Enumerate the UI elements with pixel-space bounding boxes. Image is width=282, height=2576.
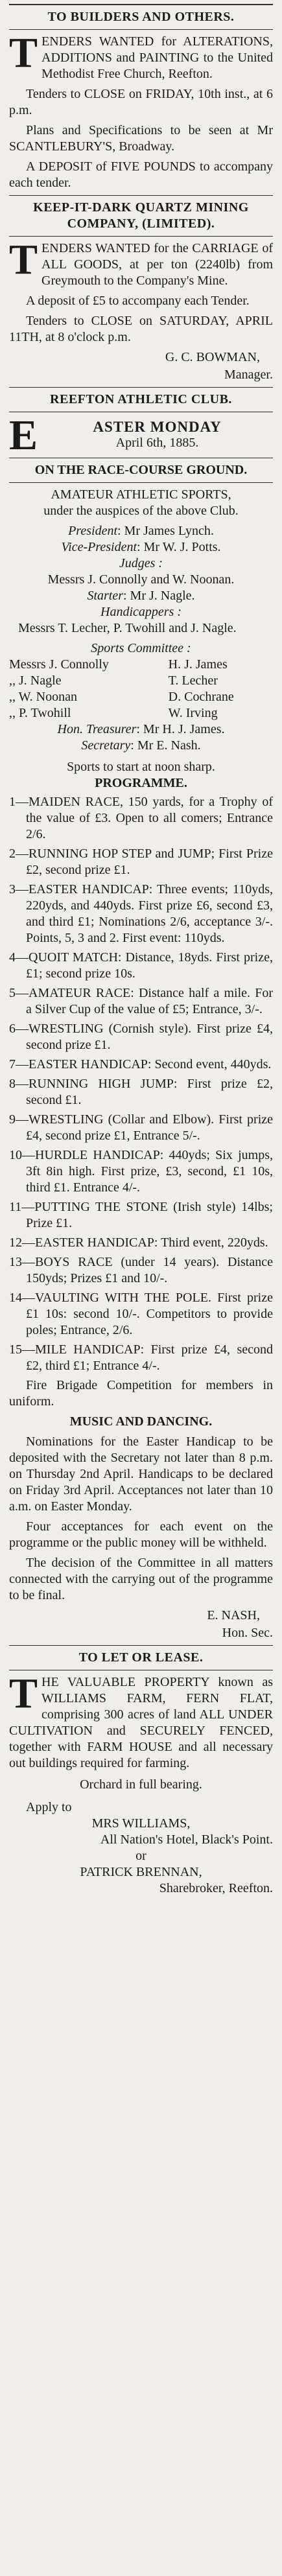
ad2-signatory: G. C. BOWMAN, <box>165 350 260 364</box>
ad2-role: Manager. <box>224 368 273 382</box>
top-rule <box>9 4 273 5</box>
ad3-title: AMATEUR ATHLETIC SPORTS, <box>51 487 231 502</box>
ad3-heading: REEFTON ATHLETIC CLUB. <box>50 392 232 406</box>
ad3-president: President: Mr James Lynch. <box>68 524 214 538</box>
ad3-auspices: under the auspices of the above Club. <box>43 504 239 518</box>
event-item: 2—RUNNING HOP STEP and JUMP; First Prize £2, second prize £1. <box>9 847 273 877</box>
ad3-venue: ON THE RACE-COURSE GROUND. <box>34 463 248 477</box>
ad3-secretary: Secretary: Mr E. Nash. <box>81 738 201 753</box>
ad3-date-line1: ASTER MONDAY <box>93 419 222 435</box>
committee-table <box>9 657 273 721</box>
committee-row: ,, W. Noonan D. Cochrane <box>9 690 234 704</box>
ad3-role: Hon. Sec. <box>222 1626 273 1640</box>
event-item: 9—WRESTLING (Collar and Elbow). First prize £4, second prize £1, Entrance 5/-. <box>9 1112 273 1143</box>
ad3-date <box>9 416 273 454</box>
ad3-handicappers-label: Handicappers : <box>100 605 182 619</box>
ad1-plans: Plans and Specifications to be seen at Mr SCANTLEBURY'S, Broadway. <box>9 123 273 154</box>
ad2-body: TENDERS WANTED for the CARRIAGE of ALL GOODS, at per ton (2240lb) from Greymouth to the Company's Mine. <box>9 236 273 288</box>
drop-cap: E <box>9 416 38 454</box>
committee-row: ,, P. Twohill W. Irving <box>9 706 218 720</box>
ad3-notice3: The decision of the Committee in all matters connected with the carrying out of the programme to be final. <box>9 1556 273 1602</box>
ad2-heading: KEEP-IT-DARK QUARTZ MINING COMPANY, (LIMITED). <box>33 200 249 231</box>
ad4-contact2: PATRICK BRENNAN, <box>80 1865 202 1879</box>
event-item: 7—EASTER HANDICAP: Second event, 440yds. <box>9 1057 272 1071</box>
event-item: 1—MAIDEN RACE, 150 yards, for a Trophy of the value of £3. Open to all comers; Entrance 2/6. <box>9 795 273 841</box>
ad3-date-line2: April 6th, 1885. <box>115 436 199 450</box>
divider <box>9 236 273 237</box>
event-item: 5—AMATEUR RACE: Distance half a mile. For a Silver Cup of the value of £5; Entrance, 3/-. <box>9 986 273 1016</box>
event-item: 4—QUOIT MATCH: Distance, 18yds. First prize, £1; second prize 10s. <box>9 950 273 981</box>
divider <box>9 29 273 30</box>
event-item: 6—WRESTLING (Cornish style). First prize £4, second prize £1. <box>9 1022 273 1052</box>
ad3-fire-brigade: Fire Brigade Competition for members in uniform. <box>9 1378 273 1409</box>
ad3-judges-label: Judges : <box>119 556 163 570</box>
ad4-apply: Apply to <box>26 1800 72 1814</box>
ad3-handicappers: Messrs T. Lecher, P. Twohill and J. Nagle. <box>18 621 237 635</box>
ad4-heading: TO LET OR LEASE. <box>78 1650 204 1665</box>
drop-cap: T <box>9 1670 38 1717</box>
ad1-body: TENDERS WANTED for ALTERATIONS, ADDITIONS and PAINTING to the United Methodist Free Church, Reefton. <box>9 29 273 81</box>
ad1-close: Tenders to CLOSE on FRIDAY, 10th inst., at 6 p.m. <box>9 87 273 117</box>
ad4-contact1-address: All Nation's Hotel, Black's Point. <box>100 1832 273 1847</box>
committee-row: ,, J. Nagle T. Lecher <box>9 673 218 688</box>
ad4-or: or <box>135 1849 147 1863</box>
ad1-heading: TO BUILDERS AND OTHERS. <box>47 10 235 24</box>
event-item: 15—MILE HANDICAP: First prize £4, second £2, third £1; Entrance 4/-. <box>9 1342 273 1373</box>
event-item: 12—EASTER HANDICAP: Third event, 220yds. <box>9 1235 268 1250</box>
ad3-starter: Starter: Mr J. Nagle. <box>87 589 195 603</box>
ad3-notice2: Four acceptances for each event on the programme or the public money will be withheld. <box>9 1519 273 1550</box>
divider <box>9 195 273 196</box>
ad3-notice1: Nominations for the Easter Handicap to be deposited with the Secretary not later than 8 p.m. on Thursday 2nd April. Handicaps to be declared on Friday 3rd April. Acceptances not later than 10 a.m. on Easter Monday. <box>9 1434 273 1514</box>
event-item: 14—VAULTING WITH THE POLE. First prize £1 10s: second 10/-. Competitors to provide poles; Entrance, 2/6. <box>9 1291 273 1337</box>
ad4-contact1: MRS WILLIAMS, <box>91 1816 191 1831</box>
ad3-committee-label: Sports Committee : <box>91 641 191 655</box>
ad4-body: THE VALUABLE PROPERTY known as WILLIAMS FARM, FERN FLAT, comprising 300 acres of land ALL UNDER CULTIVATION and SECURELY FENCED, together with FARM HOUSE and all necessary out buildings required for farming. <box>9 1670 273 1770</box>
events-list <box>9 794 273 1374</box>
committee-row: Messrs J. Connolly H. J. James <box>9 657 228 672</box>
divider <box>9 387 273 388</box>
drop-cap: T <box>9 29 38 76</box>
ad2-deposit: A deposit of £5 to accompany each Tender. <box>26 294 250 308</box>
drop-cap: T <box>9 236 38 283</box>
ad4-contact2-address: Sharebroker, Reefton. <box>159 1881 273 1895</box>
ad3-vice: Vice-President: Mr W. J. Potts. <box>61 540 221 554</box>
ad3-programme: PROGRAMME. <box>95 776 187 790</box>
event-item: 13—BOYS RACE (under 14 years). Distance 150yds; Prizes £1 and 10/-. <box>9 1255 273 1285</box>
ad3-treasurer: Hon. Treasurer: Mr H. J. James. <box>57 722 225 736</box>
ad3-music: MUSIC AND DANCING. <box>69 1414 213 1429</box>
event-item: 8—RUNNING HIGH JUMP: First prize £2, second £1. <box>9 1077 273 1107</box>
event-item: 3—EASTER HANDICAP: Three events; 110yds, 220yds, and 440yds. First prize £6, second £3, and third £1; Nominations 2/6, acceptance 3/-. Points, 5, 3 and 2. First event: 110yds. <box>9 882 273 945</box>
event-item: 10—HURDLE HANDICAP: 440yds; Six jumps, 3ft 8in high. First prize, £3, second, £1 10s, third £1. Entrance 4/-. <box>9 1148 273 1195</box>
divider <box>9 482 273 483</box>
ad3-signatory: E. NASH, <box>207 1608 260 1622</box>
ad1-deposit: A DEPOSIT of FIVE POUNDS to accompany each tender. <box>9 159 273 190</box>
ad4-orchard: Orchard in full bearing. <box>80 1777 202 1792</box>
event-item: 11—PUTTING THE STONE (Irish style) 14lbs; Prize £1. <box>9 1200 273 1230</box>
ad3-start: Sports to start at noon sharp. <box>67 760 215 774</box>
divider <box>9 1645 273 1646</box>
newspaper-column <box>9 0 273 1897</box>
ad2-close: Tenders to CLOSE on SATURDAY, APRIL 11TH, at 8 o'clock p.m. <box>9 314 273 344</box>
ad3-judges: Messrs J. Connolly and W. Noonan. <box>47 572 235 587</box>
